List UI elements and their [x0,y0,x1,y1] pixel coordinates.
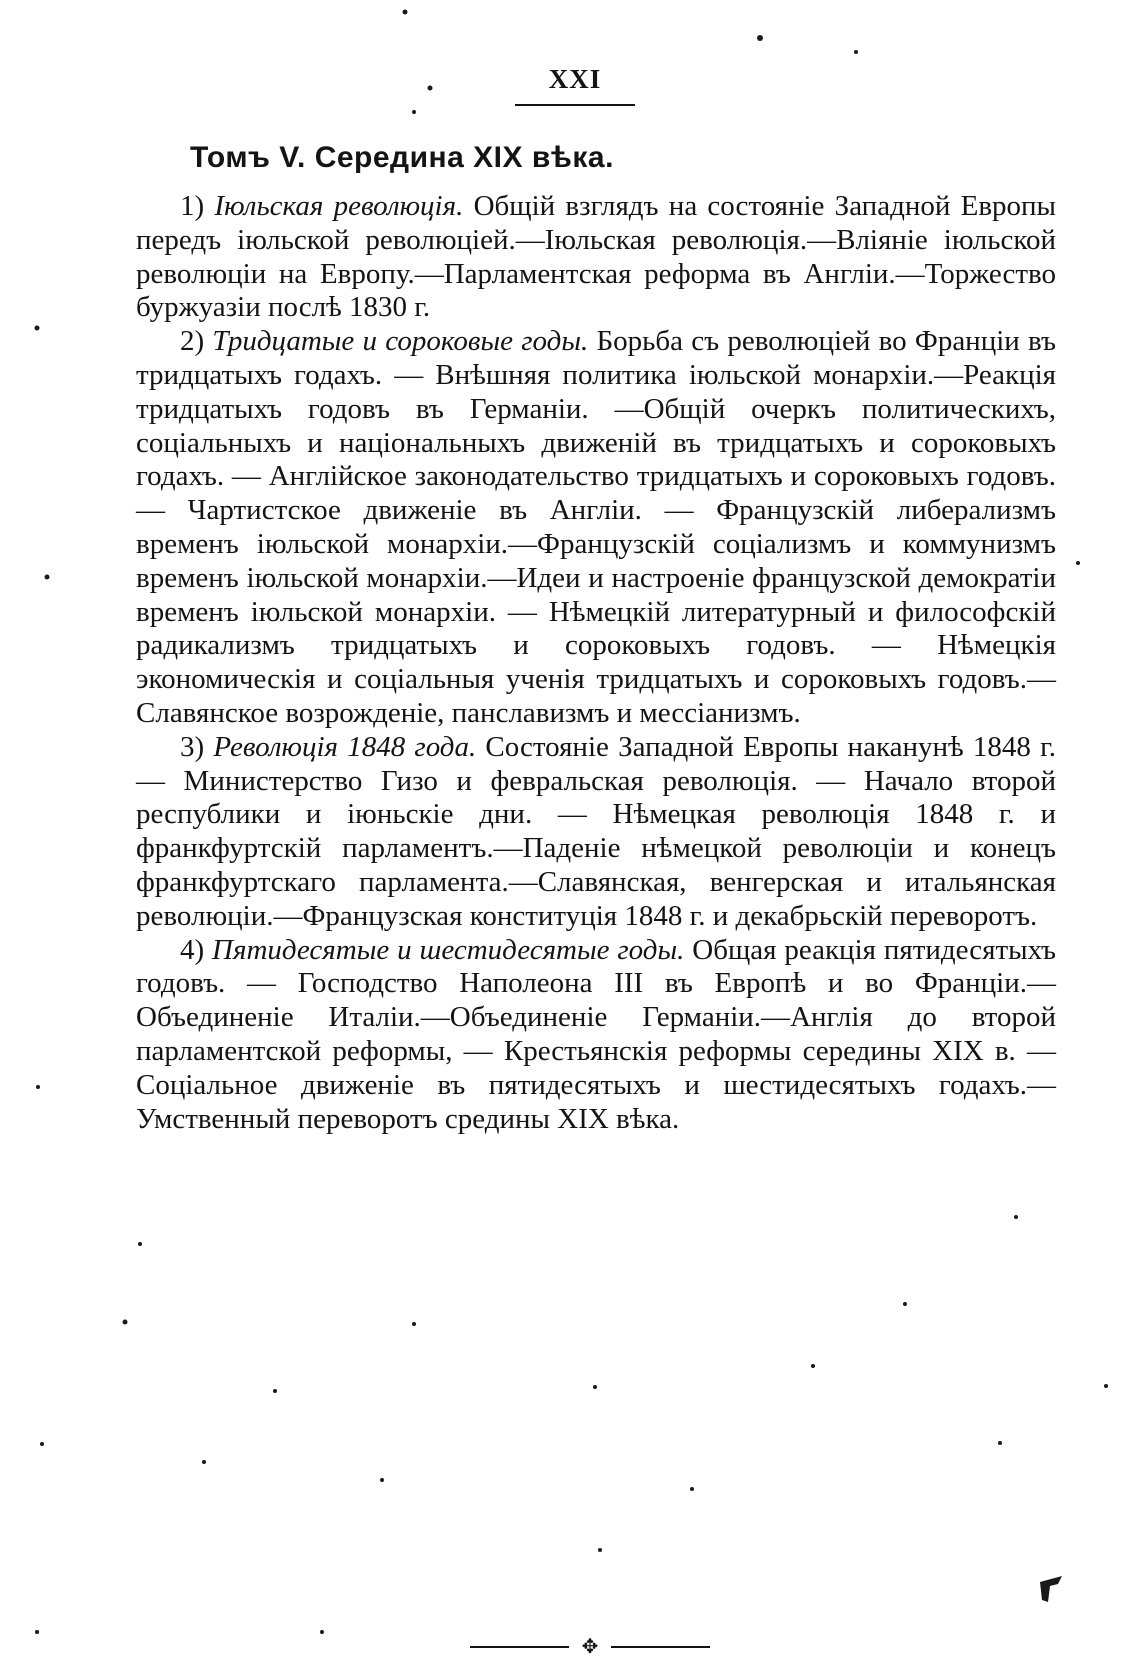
paragraph-title: Тридцатые и сороковые годы. [212,325,589,358]
speck [123,1320,128,1325]
speck [273,1389,277,1393]
paragraph-text: Борьба съ революціей во Франціи въ тридцатыхъ годахъ. — Внѣшняя политика іюльской монархіи.—Реакція тридцатыхъ годовъ въ Германіи. —Общій очеркъ политическихъ, соціальныхъ и національныхъ движеній въ тридцатыхъ и сороковыхъ годахъ. — Англійское законодательство тридцатыхъ и сороковыхъ годовъ. — Чартистское движеніе въ Англіи. — Французскій либерализмъ временъ іюльской монархіи.—Французскій соціализмъ и коммунизмъ временъ іюльской монархіи.—Идеи и настроеніе французской демократіи временъ іюльской монархіи. — Нѣмецкій литературный и философскій радикализмъ тридцатыхъ и сороковыхъ годовъ. — Нѣмецкія экономическія и соціальныя ученія тридцатыхъ и сороковыхъ годовъ.—Славянское возрожденіе, панславизмъ и мессіанизмъ. [136,325,1057,729]
paragraph-number: 4) [180,933,205,966]
paragraph-2 [136,325,1056,731]
speck [1040,1576,1062,1602]
ornament-rule-right [611,1646,710,1648]
speck [138,1242,142,1246]
speck [35,326,40,331]
page-number-rule [515,104,635,106]
contents-body [136,190,1056,1136]
speck [811,1364,815,1368]
speck [854,50,858,54]
paragraph-text: Общій взглядъ на состояніе Западной Европы передъ іюльской революціей.—Іюльская революція.—Вліяніе іюльской революціи на Европу.—Парламентская реформа въ Англіи.—Торжество буржуазіи послѣ 1830 г. [136,190,1057,324]
paragraph-text: Состояніе Западной Европы наканунѣ 1848 г. — Министерство Гизо и февральская революція. — Начало второй республики и іюньскіе дни. — Нѣмецкая революція 1848 г. и франкфуртскій парламентъ.—Паденіе нѣмецкой революціи и конецъ франкфуртскаго парламента.—Славянская, венгерская и итальянская революціи.—Французская конституція 1848 г. и декабрьскій переворотъ. [136,730,1056,932]
speck [757,35,763,41]
speck [202,1460,206,1464]
volume-heading: Томъ V. Середина XIX вѣка. [190,141,614,174]
speck [403,10,408,15]
speck [45,575,50,580]
speck [1014,1215,1018,1219]
speck [593,1385,597,1389]
speck [40,1442,44,1446]
paragraph-1 [136,190,1056,325]
speck [1104,1384,1108,1388]
speck [903,1302,907,1306]
paragraph-text: Общая реакція пятидесятыхъ годовъ. — Господство Наполеона III въ Европѣ и во Франціи.—Объединеніе Италіи.—Объединеніе Германіи.—Англія до второй парламентской реформы, — Крестьянскія реформы середины XIX в. — Соціальное движеніе въ пятидесятыхъ и шестидесятыхъ годахъ.—Умственный переворотъ средины XIX вѣка. [136,933,1056,1135]
speck [35,1630,39,1634]
speck [1076,561,1080,565]
page-number: XXI [548,64,602,94]
closing-ornament [470,1635,710,1659]
speck [36,1085,40,1089]
paragraph-title: Революція 1848 года. [213,730,477,763]
speck [998,1441,1002,1445]
speck [412,110,416,114]
speck [428,86,433,91]
speck [598,1548,602,1552]
paragraph-number: 3) [180,730,205,763]
paragraph-number: 1) [180,190,205,222]
fleuron-icon: ✥ [581,1636,599,1658]
speck [320,1630,324,1634]
speck [690,1487,694,1491]
paragraph-number: 2) [180,325,205,358]
paragraph-title: Пятидесятые и шестидесятые годы. [212,933,685,966]
speck [380,1478,384,1482]
paragraph-4 [136,934,1056,1137]
paragraph-3 [136,731,1056,934]
ornament-rule-left [470,1646,569,1648]
paragraph-title: Іюльская революція. [214,190,464,222]
speck [412,1322,416,1326]
